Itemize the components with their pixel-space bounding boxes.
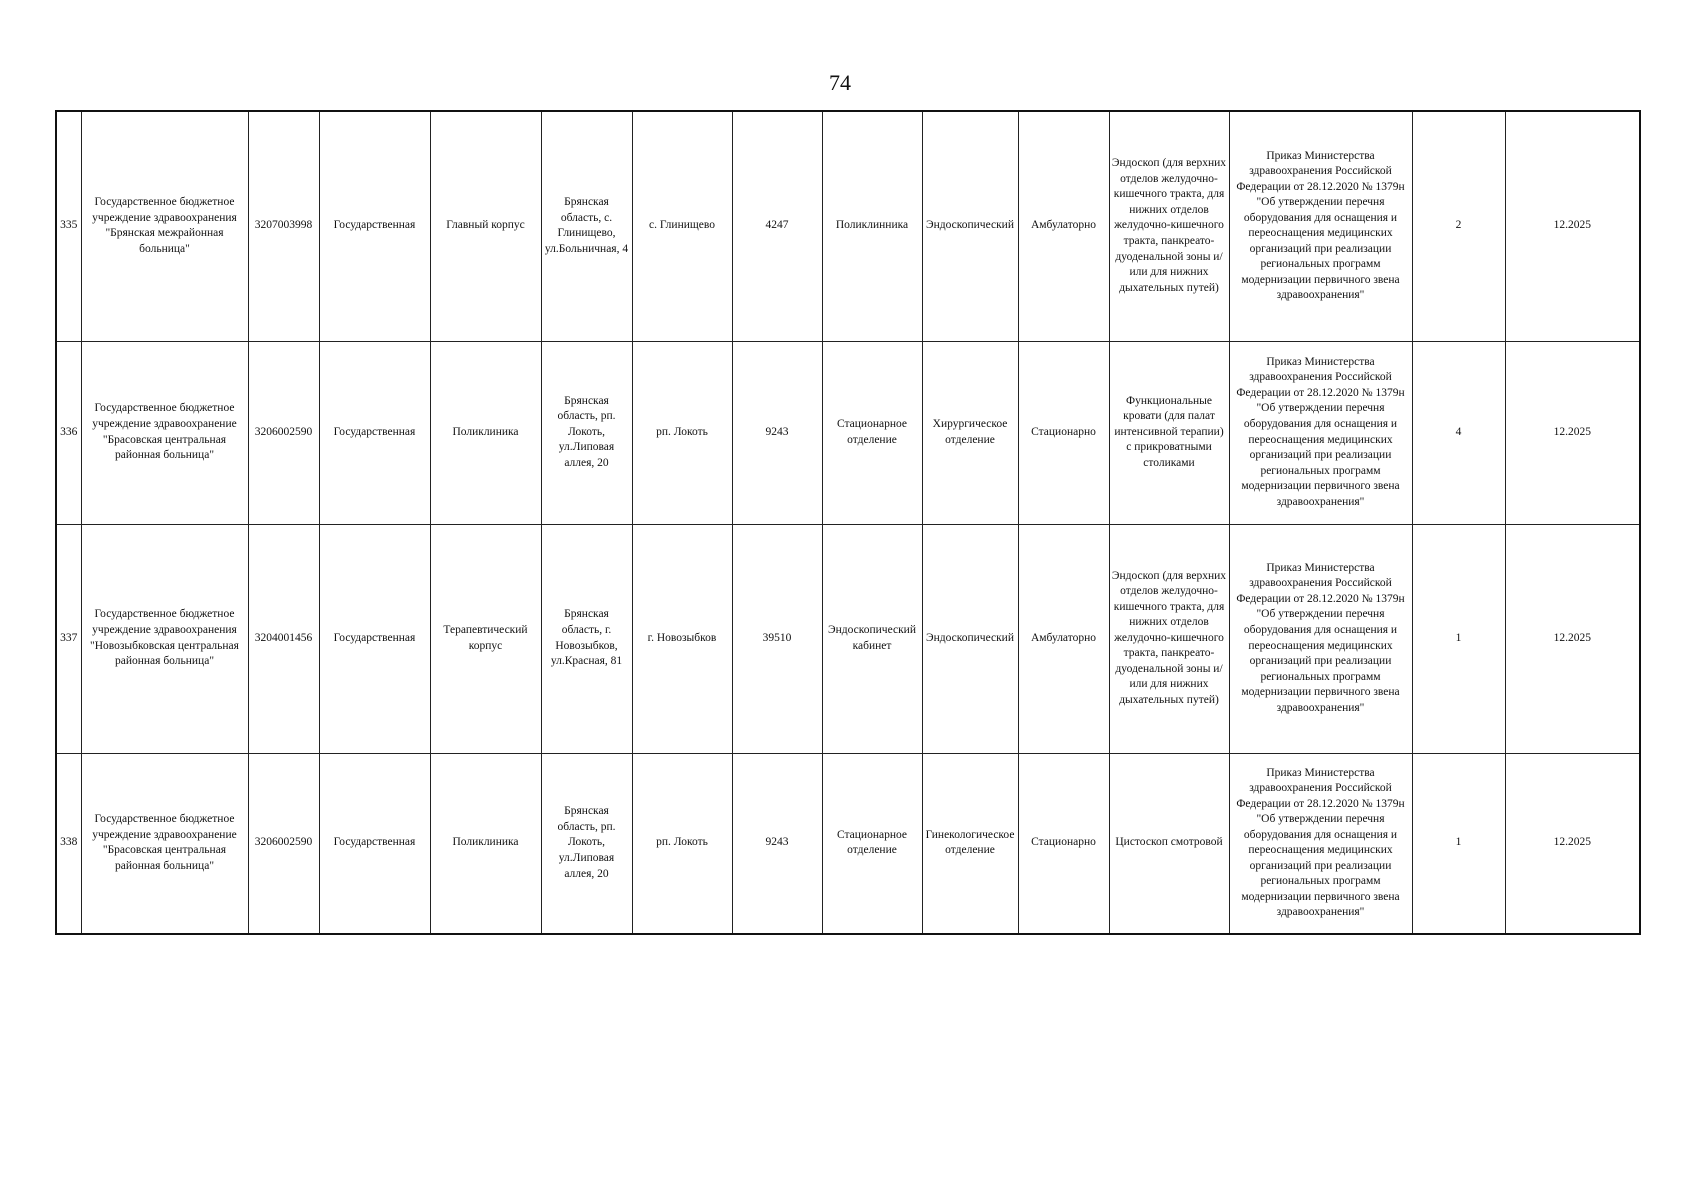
population: 9243 bbox=[732, 753, 822, 934]
building-name: Поликлиника bbox=[430, 753, 541, 934]
table-row bbox=[56, 341, 1640, 524]
population: 4247 bbox=[732, 111, 822, 341]
quantity: 1 bbox=[1412, 753, 1505, 934]
building-name: Терапевтический корпус bbox=[430, 524, 541, 753]
inn-code: 3204001456 bbox=[248, 524, 319, 753]
quantity: 1 bbox=[1412, 524, 1505, 753]
ownership-form: Государственная bbox=[319, 341, 430, 524]
care-form: Амбулаторно bbox=[1018, 524, 1109, 753]
department: Эндоскопический bbox=[922, 111, 1018, 341]
ownership-form: Государственная bbox=[319, 753, 430, 934]
row-number: 335 bbox=[56, 111, 81, 341]
building-name: Главный корпус bbox=[430, 111, 541, 341]
building-name: Поликлиника bbox=[430, 341, 541, 524]
delivery-date: 12.2025 bbox=[1505, 753, 1640, 934]
population: 39510 bbox=[732, 524, 822, 753]
equipment-register-table bbox=[55, 110, 1641, 935]
address: Брянская область, г. Новозыбков, ул.Красная, 81 bbox=[541, 524, 632, 753]
equipment-name: Цистоскоп смотровой bbox=[1109, 753, 1229, 934]
table-row bbox=[56, 524, 1640, 753]
institution-name: Государственное бюджетное учреждение здравоохранения "Новозыбковская центральная районная больница" bbox=[81, 524, 248, 753]
quantity: 2 bbox=[1412, 111, 1505, 341]
settlement: рп. Локоть bbox=[632, 753, 732, 934]
care-form: Амбулаторно bbox=[1018, 111, 1109, 341]
regulatory-order: Приказ Министерства здравоохранения Российской Федерации от 28.12.2020 № 1379н "Об утверждении перечня оборудования для оснащения и переоснащения медицинских организаций при реализации региональных программ модернизации первичного звена здравоохранения" bbox=[1229, 341, 1412, 524]
institution-name: Государственное бюджетное учреждение здравоохранение "Брасовская центральная районная больница" bbox=[81, 341, 248, 524]
structural-unit: Поликлинника bbox=[822, 111, 922, 341]
department: Хирургическое отделение bbox=[922, 341, 1018, 524]
department: Гинекологическое отделение bbox=[922, 753, 1018, 934]
address: Брянская область, рп. Локоть, ул.Липовая аллея, 20 bbox=[541, 753, 632, 934]
inn-code: 3206002590 bbox=[248, 753, 319, 934]
quantity: 4 bbox=[1412, 341, 1505, 524]
structural-unit: Стационарное отделение bbox=[822, 753, 922, 934]
row-number: 336 bbox=[56, 341, 81, 524]
institution-name: Государственное бюджетное учреждение здравоохранение "Брасовская центральная районная больница" bbox=[81, 753, 248, 934]
population: 9243 bbox=[732, 341, 822, 524]
equipment-name: Эндоскоп (для верхних отделов желудочно-кишечного тракта, для нижних отделов желудочно-кишечного тракта, панкреато-дуоденальной зоны и/или для нижних дыхательных путей) bbox=[1109, 111, 1229, 341]
regulatory-order: Приказ Министерства здравоохранения Российской Федерации от 28.12.2020 № 1379н "Об утверждении перечня оборудования для оснащения и переоснащения медицинских организаций при реализации региональных программ модернизации первичного звена здравоохранения" bbox=[1229, 111, 1412, 341]
institution-name: Государственное бюджетное учреждение здравоохранения "Брянская межрайонная больница" bbox=[81, 111, 248, 341]
regulatory-order: Приказ Министерства здравоохранения Российской Федерации от 28.12.2020 № 1379н "Об утверждении перечня оборудования для оснащения и переоснащения медицинских организаций при реализации региональных программ модернизации первичного звена здравоохранения" bbox=[1229, 524, 1412, 753]
address: Брянская область, рп. Локоть, ул.Липовая аллея, 20 bbox=[541, 341, 632, 524]
inn-code: 3207003998 bbox=[248, 111, 319, 341]
row-number: 338 bbox=[56, 753, 81, 934]
delivery-date: 12.2025 bbox=[1505, 341, 1640, 524]
settlement: рп. Локоть bbox=[632, 341, 732, 524]
regulatory-order: Приказ Министерства здравоохранения Российской Федерации от 28.12.2020 № 1379н "Об утверждении перечня оборудования для оснащения и переоснащения медицинских организаций при реализации региональных программ модернизации первичного звена здравоохранения" bbox=[1229, 753, 1412, 934]
delivery-date: 12.2025 bbox=[1505, 524, 1640, 753]
settlement: с. Глинищево bbox=[632, 111, 732, 341]
delivery-date: 12.2025 bbox=[1505, 111, 1640, 341]
settlement: г. Новозыбков bbox=[632, 524, 732, 753]
table-row bbox=[56, 111, 1640, 341]
structural-unit: Стационарное отделение bbox=[822, 341, 922, 524]
ownership-form: Государственная bbox=[319, 111, 430, 341]
equipment-name: Функциональные кровати (для палат интенсивной терапии) с прикроватными столиками bbox=[1109, 341, 1229, 524]
ownership-form: Государственная bbox=[319, 524, 430, 753]
care-form: Стационарно bbox=[1018, 341, 1109, 524]
care-form: Стационарно bbox=[1018, 753, 1109, 934]
row-number: 337 bbox=[56, 524, 81, 753]
department: Эндоскопический bbox=[922, 524, 1018, 753]
page-number: 74 bbox=[829, 70, 851, 95]
structural-unit: Эндоскопический кабинет bbox=[822, 524, 922, 753]
inn-code: 3206002590 bbox=[248, 341, 319, 524]
address: Брянская область, с. Глинищево, ул.Больничная, 4 bbox=[541, 111, 632, 341]
table-row bbox=[56, 753, 1640, 934]
equipment-name: Эндоскоп (для верхних отделов желудочно-кишечного тракта, для нижних отделов желудочно-кишечного тракта, панкреато-дуоденальной зоны и/или для нижних дыхательных путей) bbox=[1109, 524, 1229, 753]
